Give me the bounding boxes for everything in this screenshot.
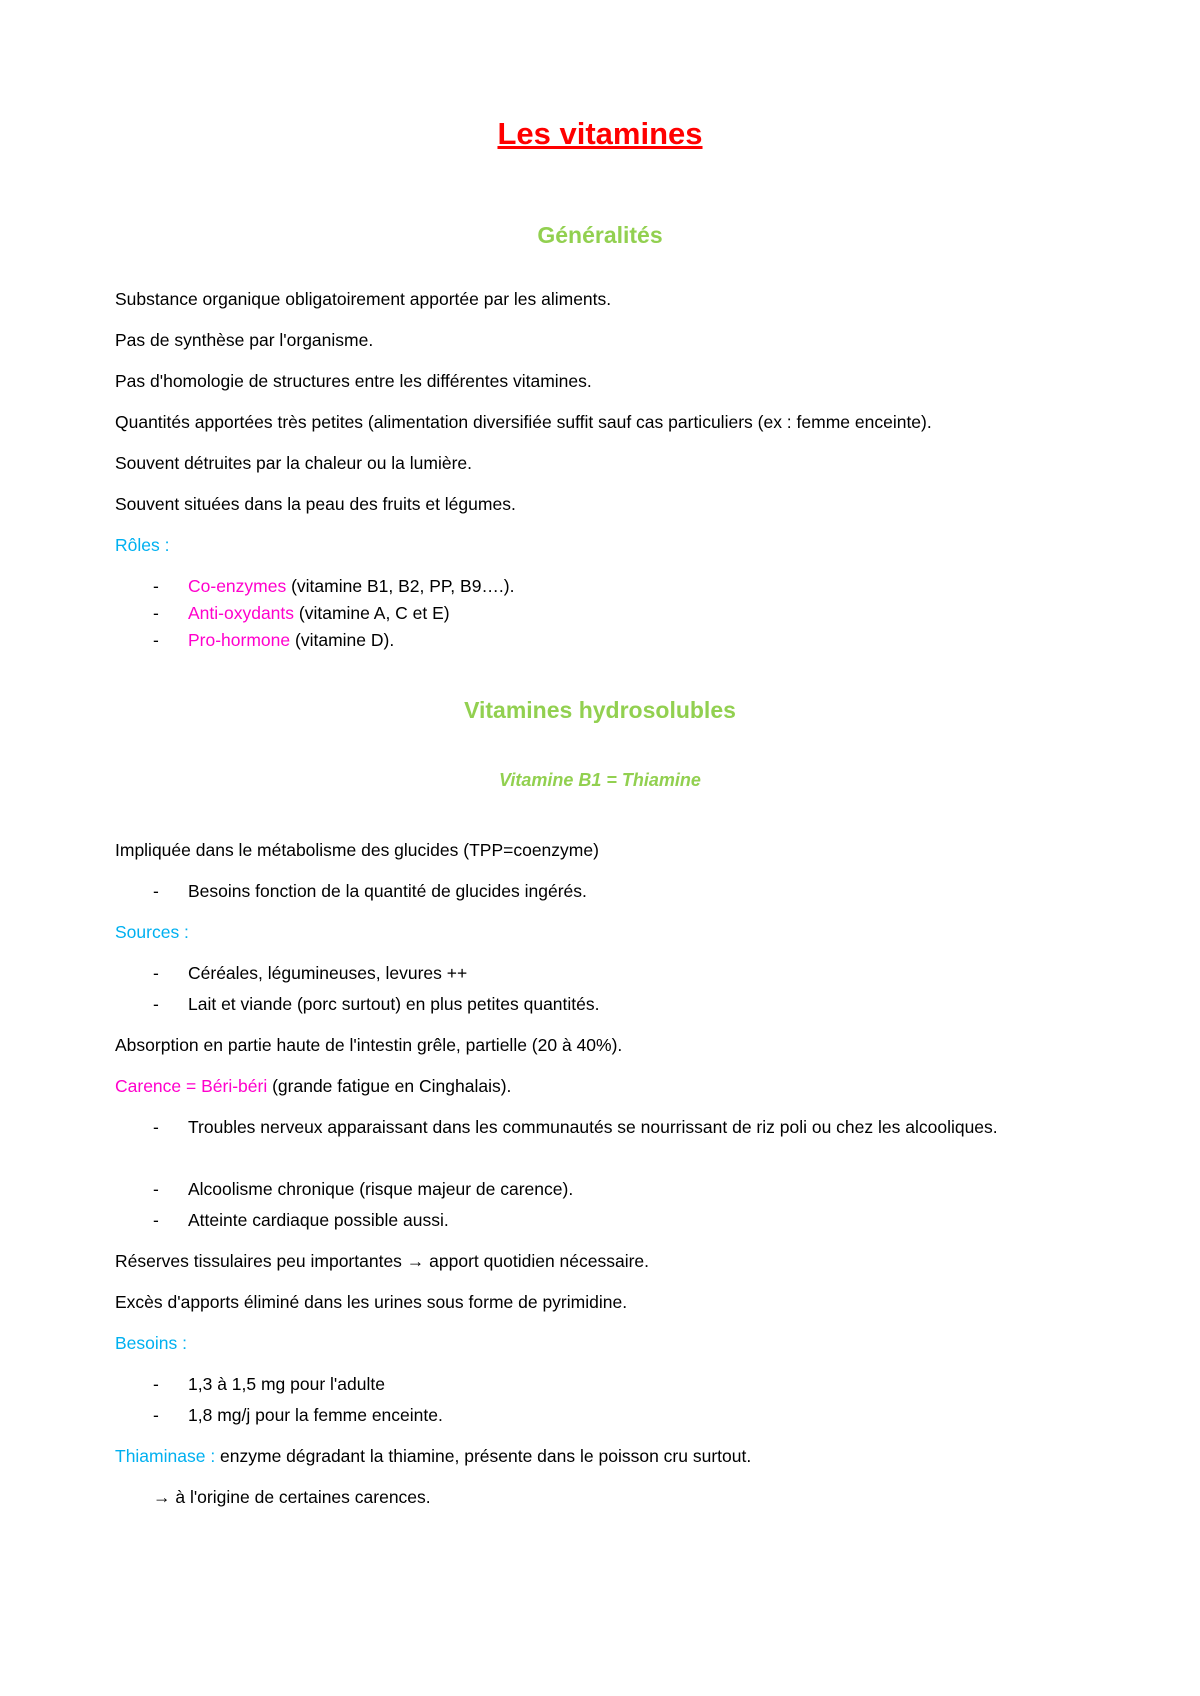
role-term: Anti-oxydants [188, 603, 295, 623]
sources-label: Sources : [115, 922, 189, 942]
list-item [153, 1111, 1090, 1143]
role-detail: (vitamine D). [290, 630, 395, 650]
bullet-dash: - [153, 1405, 159, 1425]
paragraph-carence [115, 1075, 1090, 1097]
bullet-dash: - [153, 576, 159, 596]
section-heading-generalites: Généralités [537, 222, 663, 248]
subsection-heading-b1: Vitamine B1 = Thiamine [499, 770, 701, 790]
list-item-text: 1,8 mg/j pour la femme enceinte. [188, 1405, 443, 1425]
paragraph: Impliquée dans le métabolisme des glucides (TPP=coenzyme) [115, 840, 599, 860]
list-item-text: Lait et viande (porc surtout) en plus petites quantités. [188, 994, 600, 1014]
bullet-dash: - [153, 1117, 159, 1137]
bullet-dash: - [153, 603, 159, 623]
list-item [153, 957, 1090, 989]
list-item [153, 1204, 1090, 1236]
bullet-dash: - [153, 1374, 159, 1394]
role-term: Co-enzymes [188, 576, 287, 596]
bullet-dash: - [153, 1179, 159, 1199]
list-item [153, 1368, 1090, 1400]
bullet-dash: - [153, 881, 159, 901]
role-term: Pro-hormone [188, 630, 291, 650]
list-item [153, 624, 1090, 656]
paragraph: Souvent situées dans la peau des fruits et légumes. [115, 494, 516, 514]
list-item-text: Céréales, légumineuses, levures ++ [188, 963, 468, 983]
besoins-label: Besoins : [115, 1333, 187, 1353]
paragraph: Réserves tissulaires peu importantes → apport quotidien nécessaire. [115, 1251, 650, 1271]
list-item-text: 1,3 à 1,5 mg pour l'adulte [188, 1374, 385, 1394]
bullet-dash: - [153, 1210, 159, 1230]
roles-label: Rôles : [115, 535, 170, 555]
list-item-text: Besoins fonction de la quantité de glucides ingérés. [188, 881, 587, 901]
carence-term: Carence = Béri-béri [115, 1076, 268, 1096]
list-item [153, 875, 1090, 907]
role-detail: (vitamine B1, B2, PP, B9….). [286, 576, 515, 596]
paragraph: Absorption en partie haute de l'intestin grêle, partielle (20 à 40%). [115, 1035, 623, 1055]
role-detail: (vitamine A, C et E) [294, 603, 450, 623]
paragraph: Substance organique obligatoirement apportée par les aliments. [115, 289, 612, 309]
list-item-text: Atteinte cardiaque possible aussi. [188, 1210, 449, 1230]
section-heading-hydrosolubles: Vitamines hydrosolubles [464, 697, 736, 723]
paragraph: Excès d'apports éliminé dans les urines sous forme de pyrimidine. [115, 1292, 628, 1312]
thiaminase-detail: enzyme dégradant la thiamine, présente dans le poisson cru surtout. [215, 1446, 752, 1466]
bullet-dash: - [153, 994, 159, 1014]
list-item-text [188, 624, 1090, 656]
list-item [153, 988, 1090, 1020]
paragraph: Souvent détruites par la chaleur ou la lumière. [115, 453, 473, 473]
list-item [153, 1399, 1090, 1431]
paragraph-thiaminase [115, 1445, 1090, 1467]
thiaminase-note: → à l'origine de certaines carences. [153, 1487, 431, 1507]
list-item-text: Troubles nerveux apparaissant dans les communautés se nourrissant de riz poli ou chez les alcooliques. [188, 1117, 998, 1137]
document-title: Les vitamines [497, 116, 703, 151]
thiaminase-term: Thiaminase : [115, 1446, 216, 1466]
paragraph: Pas de synthèse par l'organisme. [115, 330, 374, 350]
carence-detail: (grande fatigue en Cinghalais). [267, 1076, 512, 1096]
bullet-dash: - [153, 963, 159, 983]
paragraph: Pas d'homologie de structures entre les différentes vitamines. [115, 371, 592, 391]
list-item-text: Alcoolisme chronique (risque majeur de carence). [188, 1179, 574, 1199]
bullet-dash: - [153, 630, 159, 650]
paragraph: Quantités apportées très petites (alimentation diversifiée suffit sauf cas particuliers (ex : femme enceinte). [115, 412, 932, 432]
list-item [153, 1173, 1090, 1205]
